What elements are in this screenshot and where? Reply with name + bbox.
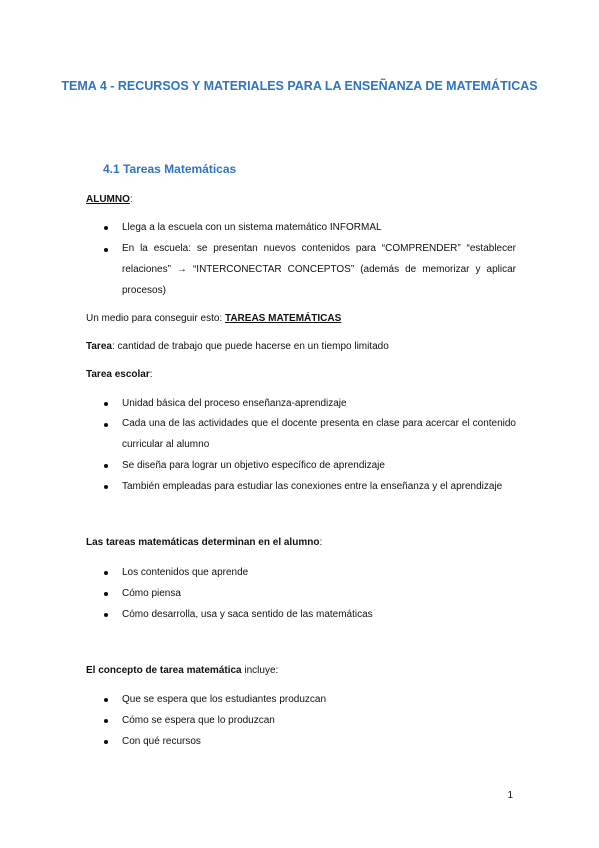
bullet-icon: [104, 248, 108, 252]
bullet-icon: [104, 592, 108, 596]
alumno-heading: ALUMNO:: [86, 194, 133, 205]
tareas-matematicas-label: TAREAS MATEMÁTICAS: [224, 313, 342, 324]
tarea-escolar-heading: Tarea escolar:: [86, 369, 153, 380]
tarea-definition: Tarea: cantidad de trabajo que puede hacerse en un tiempo limitado: [86, 341, 389, 352]
page-title: TEMA 4 - RECURSOS Y MATERIALES PARA LA ENSEÑANZA DE MATEMÁTICAS: [61, 79, 538, 93]
bullet-icon: [104, 464, 108, 468]
bullet-icon: [104, 740, 108, 744]
section-heading: 4.1 Tareas Matemáticas: [103, 162, 237, 176]
bullet-icon: [104, 485, 108, 489]
bullet-icon: [104, 719, 108, 723]
bullet-icon: [104, 423, 108, 427]
bullet-icon: [104, 402, 108, 406]
medio-paragraph: Un medio para conseguir esto: TAREAS MATEMÁTICAS: [86, 313, 342, 324]
bullet-icon: [104, 613, 108, 617]
alumno-label: ALUMNO: [86, 194, 130, 205]
bullet-icon: [104, 226, 108, 230]
bullet-icon: [104, 698, 108, 702]
bullet-icon: [104, 571, 108, 575]
page-number: 1: [507, 790, 513, 801]
concepto-heading: El concepto de tarea matemática incluye:: [86, 665, 279, 676]
document-page: TEMA 4 - RECURSOS Y MATERIALES PARA LA ENSEÑANZA DE MATEMÁTICAS 4.1 Tareas Matemáticas ALUMNO: Llega a la escuela con un sistema matemático INFORMAL En la escuela: se presentan nuevos contenidos para “COMPRENDER” “establecer relaciones” → “INTERCONECTAR CONCEPTOS” (además de memorizar y aplicar procesos) Un medio para conseguir esto: TAREAS MATEMÁTICAS Tarea: cantidad de trabajo que puede hacerse en un tiempo limitado Tarea escolar: Unidad básica del proceso enseñanza-aprendizaje Cada una de las actividades que el docente presenta en clase para acercar el contenido curricular al alumno Se diseña para lograr un objetivo específico de aprendizaje También empleadas para estudiar las conexiones entre la enseñanza y el aprendizaje Las tareas matemáticas determinan en el alumno: Los contenidos que aprende Cómo piensa Cómo desarrolla, usa y saca sentido de las matemáticas El concepto de tarea matemática incluye: Que se espera que los estudiantes produzcan Cómo se espera que lo produzcan Con qué recursos 1: [0, 0, 599, 848]
determinan-heading: Las tareas matemáticas determinan en el alumno:: [86, 537, 323, 548]
